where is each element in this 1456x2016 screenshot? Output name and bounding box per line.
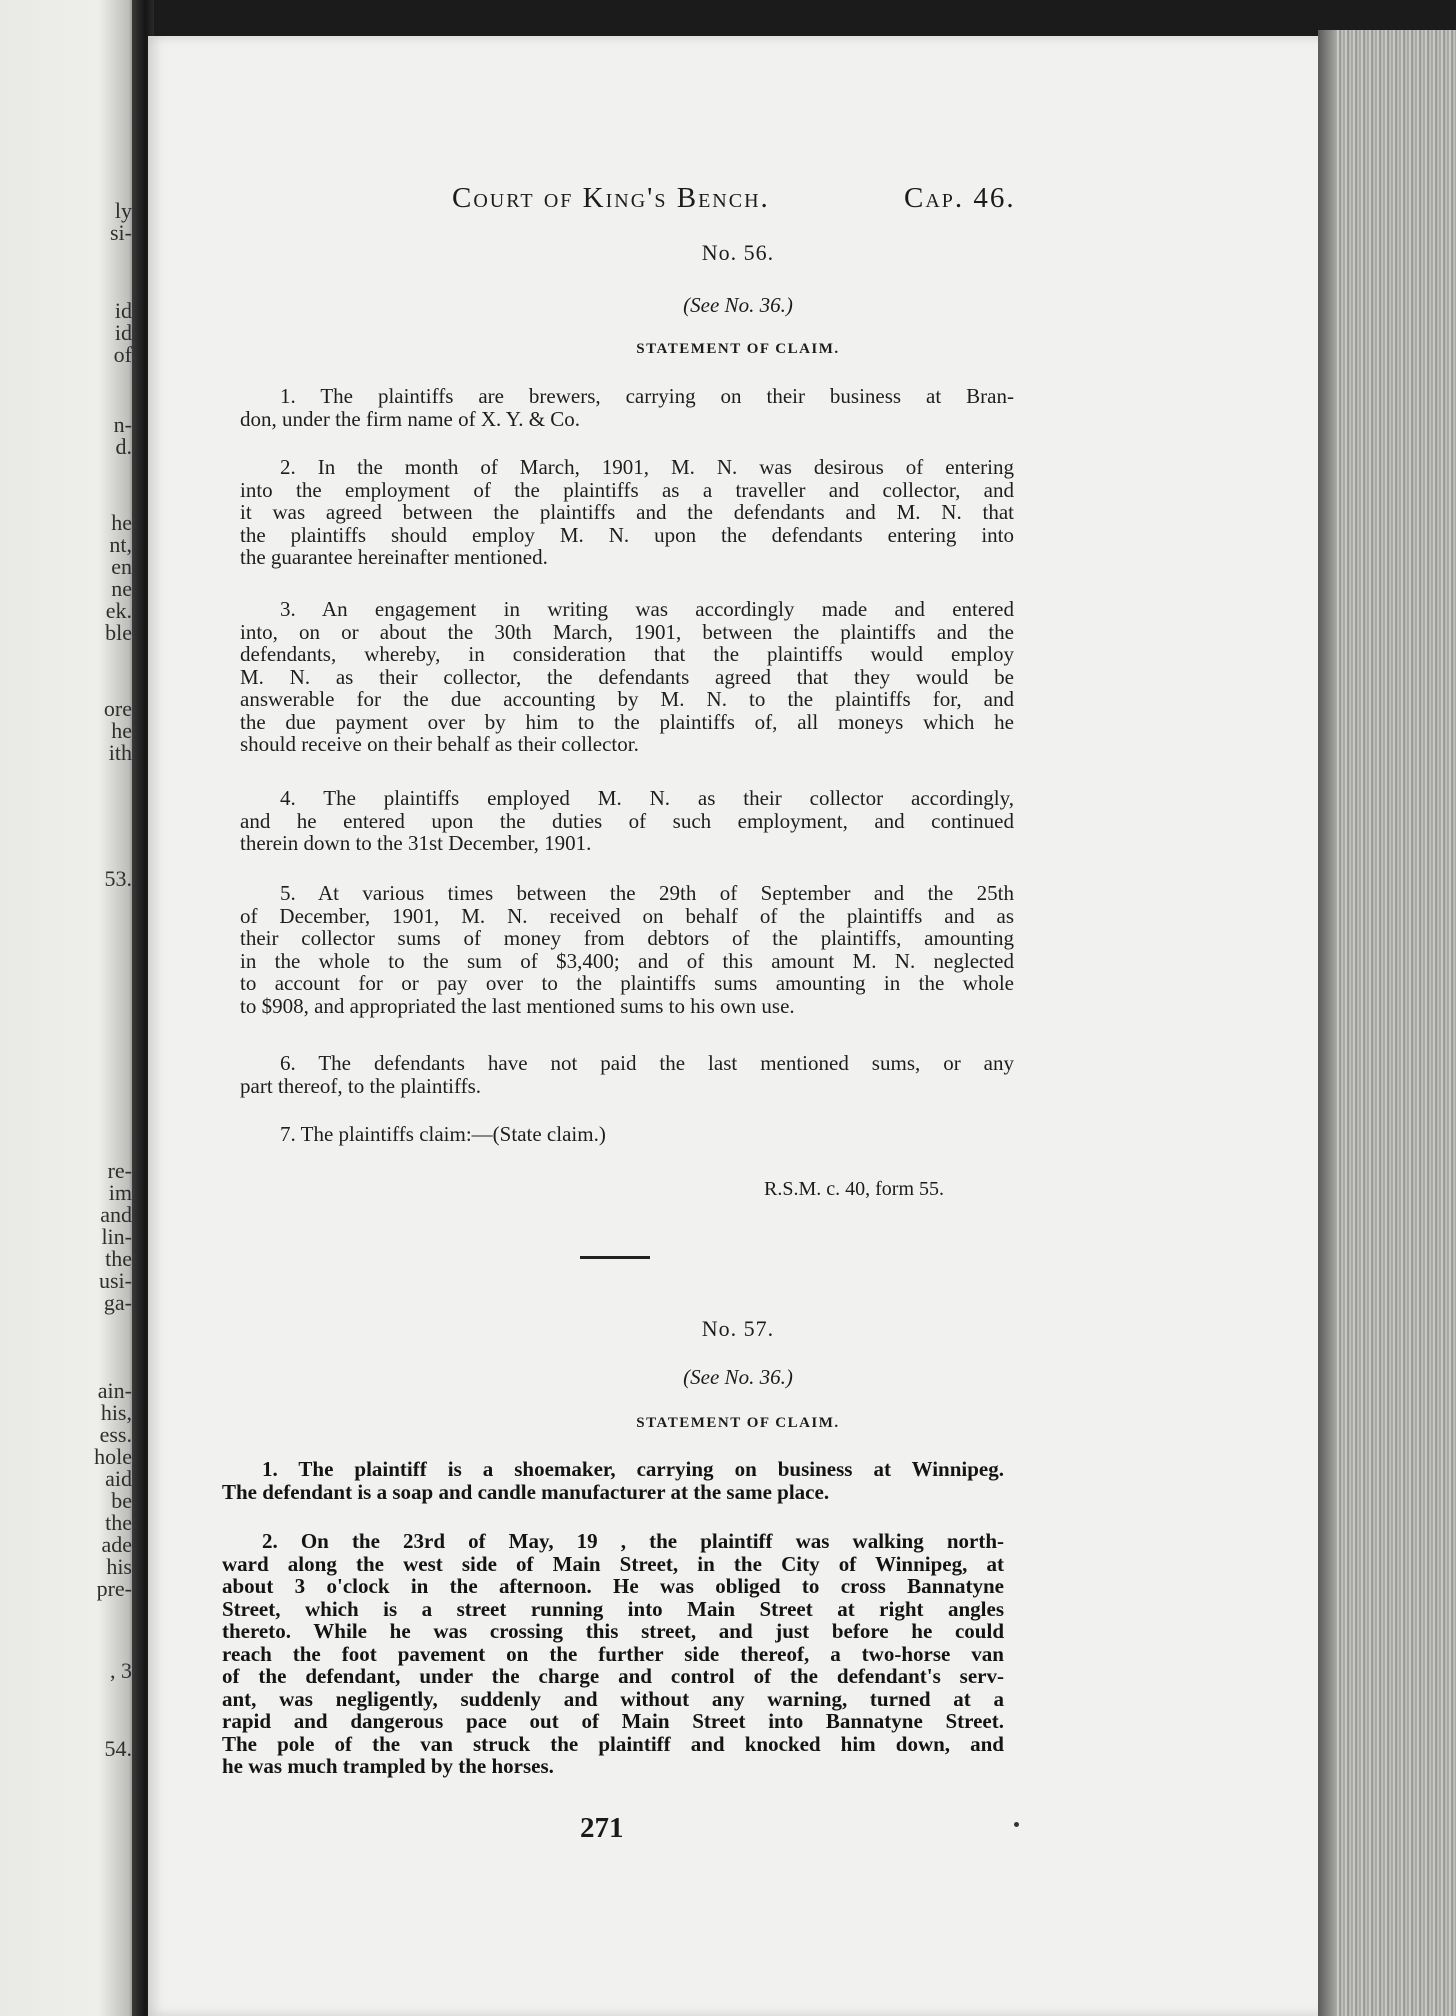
- left-page-text-fragment: ga-: [103, 1290, 132, 1315]
- left-page-text-fragment: hole: [94, 1444, 132, 1469]
- text-line: the due payment over by him to the plaintiffs of, all moneys which he: [240, 709, 1014, 734]
- running-header-chapter: Cap. 46.: [904, 182, 1016, 214]
- text-line: ward along the west side of Main Street, in the City of Winnipeg, at: [222, 1551, 1004, 1576]
- text-line: M. N. as their collector, the defendants agreed that they would be: [240, 664, 1014, 689]
- left-page-text-fragment: the: [105, 1246, 132, 1271]
- text-line: of the defendant, under the charge and control of the defendant's serv-: [222, 1664, 1004, 1688]
- text-line: into, on or about the 30th March, 1901, between the plaintiffs and the: [240, 619, 1014, 644]
- text-line: rapid and dangerous pace out of Main Street into Bannatyne Street.: [222, 1709, 1004, 1733]
- left-page-text-fragment: he: [111, 718, 132, 743]
- left-page-text-fragment: ore: [103, 696, 132, 721]
- left-facing-page: [0, 0, 140, 2016]
- form-56-paragraph: [240, 787, 1014, 855]
- left-page-text-fragment: of: [113, 342, 132, 367]
- text-line: therein down to the 31st December, 1901.: [240, 831, 592, 855]
- left-page-text-fragment: si-: [110, 220, 132, 245]
- left-page-text-fragment: id: [114, 298, 132, 323]
- text-line: to account for or pay over to the plaintiffs sums amounting in the whole: [240, 971, 1014, 995]
- text-line: should receive on their behalf as their collector.: [240, 732, 639, 756]
- text-line: defendants, whereby, in consideration that the plaintiffs would employ: [240, 642, 1014, 666]
- left-page-text-fragment: ade: [101, 1532, 132, 1557]
- text-line: their collector sums of money from debtors of the plaintiffs, amounting: [240, 926, 1014, 950]
- left-page-text-fragment: his: [106, 1554, 132, 1579]
- page-edge-stack: [1318, 30, 1456, 2016]
- text-line: about 3 o'clock in the afternoon. He was obliged to cross Bannatyne: [222, 1574, 1004, 1598]
- form-56-paragraph: [240, 456, 1014, 569]
- text-line: he was much trampled by the horses.: [222, 1754, 554, 1778]
- left-page-text-fragment: nt,: [109, 532, 132, 557]
- text-line: 5. At various times between the 29th of September and the 25th: [280, 881, 1014, 905]
- left-page-text-fragment: he: [111, 510, 132, 535]
- left-page-text-fragment: id: [114, 320, 132, 345]
- form-56-heading: STATEMENT OF CLAIM.: [636, 341, 840, 357]
- left-page-text-fragment: 53.: [104, 866, 132, 891]
- form-56-paragraph: [240, 598, 1014, 756]
- left-page-text-fragment: ek.: [105, 598, 132, 623]
- left-page-text-fragment: ble: [105, 620, 132, 645]
- left-page-text-fragment: en: [111, 554, 132, 579]
- text-line: The defendant is a soap and candle manufacturer at the same place.: [222, 1479, 830, 1504]
- left-page-text-fragment: , 3: [110, 1658, 132, 1683]
- left-page-text-fragment: n-: [113, 412, 132, 437]
- left-page-text-fragment: usi-: [99, 1268, 132, 1293]
- text-line: 4. The plaintiffs employed M. N. as their collector accordingly,: [280, 786, 1014, 810]
- left-page-text-fragment: be: [111, 1488, 132, 1513]
- text-line: 1. The plaintiff is a shoemaker, carrying on business at Winnipeg.: [262, 1457, 1004, 1481]
- form-57-paragraph: [222, 1458, 1004, 1503]
- left-page-text-fragment: his,: [100, 1400, 132, 1425]
- form-56-paragraph: [240, 1052, 1014, 1097]
- left-page-text-fragment: ly: [114, 198, 132, 223]
- left-page-text-fragment: pre-: [96, 1576, 132, 1601]
- form-57-number: No. 57.: [701, 1316, 775, 1341]
- left-page-text-fragment: d.: [115, 434, 132, 459]
- left-page-text-fragment: ain-: [97, 1378, 132, 1403]
- text-line: part thereof, to the plaintiffs.: [240, 1073, 482, 1098]
- text-line: ant, was negligently, suddenly and without any warning, turned at a: [222, 1686, 1004, 1711]
- left-page-text-fragment: ith: [108, 740, 132, 765]
- text-line: 2. In the month of March, 1901, M. N. was desirous of entering: [280, 455, 1014, 479]
- left-page-text-fragment: and: [100, 1202, 132, 1227]
- form-56-paragraph: [240, 385, 1014, 430]
- print-speck: [1014, 1822, 1019, 1827]
- form-56-number: No. 56.: [701, 240, 775, 265]
- left-page-text-fragment: ne: [111, 576, 132, 601]
- page-number: 271: [580, 1812, 624, 1844]
- page-edge-shadow: [1318, 30, 1336, 2016]
- text-line: answerable for the due accounting by M. N. to the plaintiffs for, and: [240, 687, 1014, 711]
- text-line: reach the foot pavement on the further side thereof, a two-horse van: [222, 1641, 1004, 1666]
- form-56-citation: R.S.M. c. 40, form 55.: [764, 1178, 944, 1200]
- form-56-paragraph: [240, 1123, 1014, 1146]
- text-line: the guarantee hereinafter mentioned.: [240, 545, 548, 569]
- text-line: it was agreed between the plaintiffs and the defendants and M. N. that: [240, 500, 1014, 524]
- text-line: don, under the firm name of X. Y. & Co.: [240, 406, 581, 431]
- text-line: 3. An engagement in writing was accordingly made and entered: [280, 597, 1014, 621]
- text-line: into the employment of the plaintiffs as a traveller and collector, and: [240, 477, 1014, 502]
- text-line: of December, 1901, M. N. received on behalf of the plaintiffs and as: [240, 903, 1014, 928]
- left-page-text-fragment: the: [105, 1510, 132, 1535]
- left-page-text-fragment: aid: [105, 1466, 132, 1491]
- text-line: The pole of the van struck the plaintiff and knocked him down, and: [222, 1731, 1004, 1756]
- text-line: 1. The plaintiffs are brewers, carrying on their business at Bran-: [280, 384, 1014, 408]
- form-57-heading: STATEMENT OF CLAIM.: [636, 1415, 840, 1431]
- form-56-reference: (See No. 36.): [683, 293, 793, 317]
- left-page-text-fragment: ess.: [99, 1422, 132, 1447]
- text-line: 6. The defendants have not paid the last mentioned sums, or any: [280, 1051, 1014, 1075]
- left-page-text-fragment: im: [108, 1180, 132, 1205]
- text-line: 7. The plaintiffs claim:—(State claim.): [280, 1122, 606, 1146]
- text-line: thereto. While he was crossing this street, and just before he could: [222, 1619, 1004, 1643]
- text-line: Street, which is a street running into Main Street at right angles: [222, 1596, 1004, 1621]
- form-56-paragraph: [240, 882, 1014, 1017]
- text-line: 2. On the 23rd of May, 19 , the plaintiff was walking north-: [262, 1529, 1004, 1553]
- text-line: in the whole to the sum of $3,400; and of this amount M. N. neglected: [240, 948, 1014, 973]
- left-page-text-fragment: lin-: [101, 1224, 132, 1249]
- form-57-paragraph: [222, 1530, 1004, 1778]
- left-page-text-fragment: re-: [107, 1158, 132, 1183]
- text-line: and he entered upon the duties of such employment, and continued: [240, 808, 1014, 833]
- text-line: the plaintiffs should employ M. N. upon the defendants entering into: [240, 522, 1014, 547]
- text-line: to $908, and appropriated the last mentioned sums to his own use.: [240, 993, 795, 1018]
- form-57-reference: (See No. 36.): [683, 1365, 793, 1389]
- running-header-title: Court of King's Bench.: [452, 182, 770, 214]
- section-divider: [580, 1256, 650, 1259]
- left-page-text-fragment: 54.: [104, 1736, 132, 1761]
